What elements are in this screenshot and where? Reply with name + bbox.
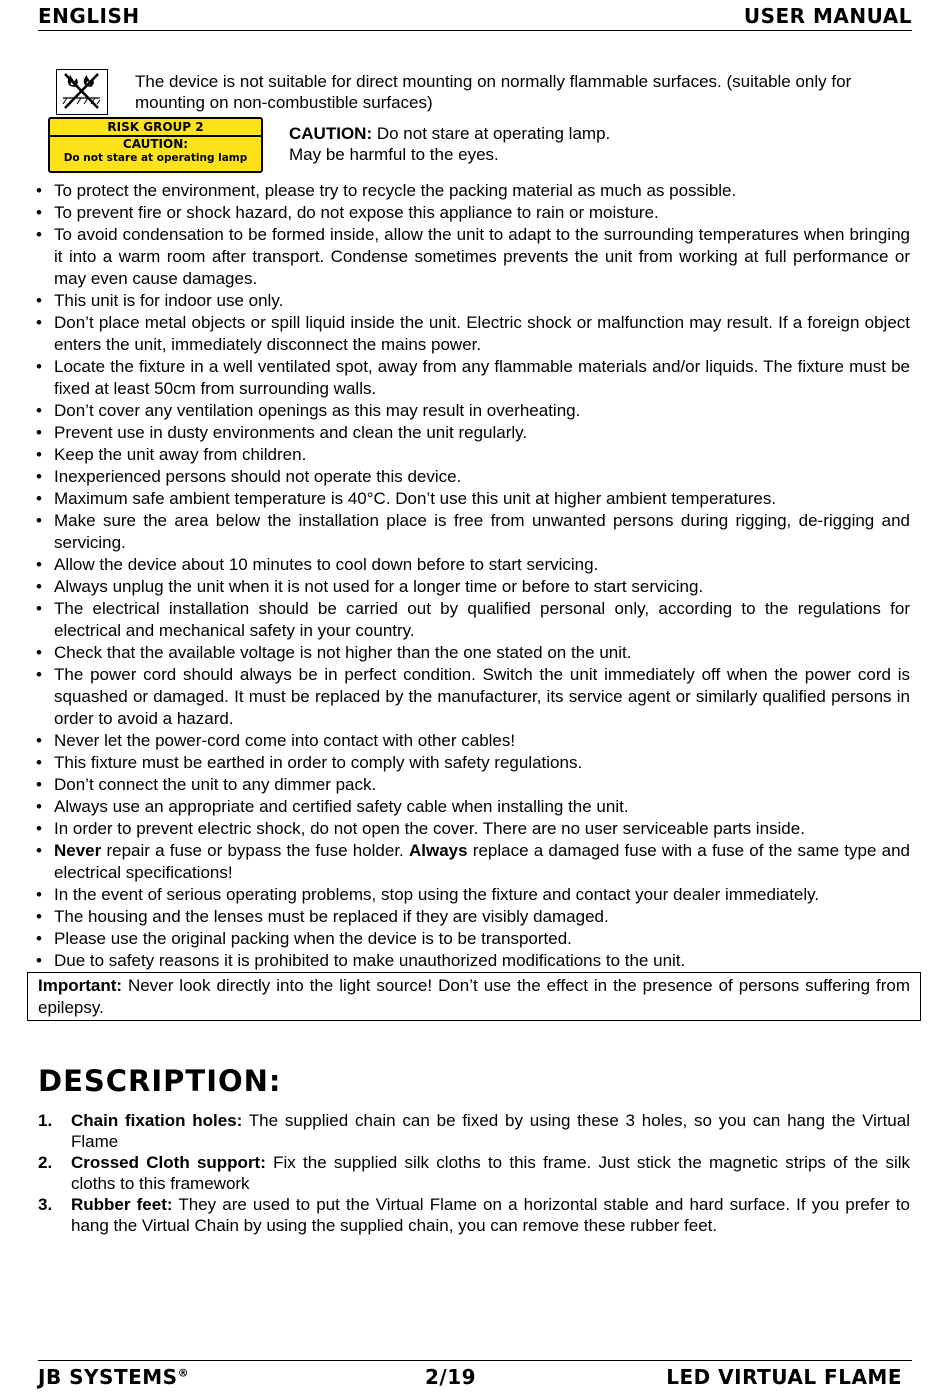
list-item: • Please use the original packing when the device is to be transported. [36,929,572,948]
list-item: • Locate the fixture in a well ventilated spot, away from any flammable materials and/or liquids. The fixture must be fixed at least 50cm from surrounding walls. [36,357,910,398]
list-item: • Inexperienced persons should not operate this device. [36,467,462,486]
description-item: 2. Crossed Cloth support: Fix the supplied silk cloths to this frame. Just stick the magnetic strips of the silk cloths to this framework [38,1153,910,1193]
list-item: • Check that the available voltage is not higher than the one stated on the unit. [36,643,632,662]
list-item: • In order to prevent electric shock, do not open the cover. There are no user serviceable parts inside. [36,819,805,838]
risk-group-label [48,117,263,173]
list-item: • This fixture must be earthed in order to comply with safety regulations. [36,753,583,772]
description-list [38,1110,910,1236]
header-language: ENGLISH [38,4,140,28]
list-item: • Don’t connect the unit to any dimmer pack. [36,775,377,794]
list-item: • Always unplug the unit when it is not used for a longer time or before to start servicing. [36,577,704,596]
description-item: 3. Rubber feet: They are used to put the Virtual Flame on a horizontal stable and hard surface. If you prefer to hang the Virtual Chain by using the supplied chain, you can remove these rubber feet. [38,1195,910,1235]
footer-product-name: LED VIRTUAL FLAME [666,1365,902,1389]
list-item: • To protect the environment, please try to recycle the packing material as much as possible. [36,181,737,200]
list-item-fuse: • Never repair a fuse or bypass the fuse holder. Always replace a damaged fuse with a fuse of the same type and electrical specifications! [36,841,911,882]
list-item: • This unit is for indoor use only. [36,291,284,310]
list-item: • To prevent fire or shock hazard, do not expose this appliance to rain or moisture. [36,203,659,222]
risk-group-text: RISK GROUP 2 [50,119,261,137]
list-item: • Maximum safe ambient temperature is 40°C. Don’t use this unit at higher ambient temperatures. [36,489,777,508]
safety-instructions-list [36,180,910,972]
list-item: • Make sure the area below the installation place is free from unwanted persons during rigging, de-rigging and servicing. [36,511,910,552]
list-item: • Keep the unit away from children. [36,445,307,464]
caution-line-2: May be harmful to the eyes. [289,145,499,164]
caution-text: Do not stare at operating lamp. [372,124,611,143]
description-heading: DESCRIPTION: [38,1064,282,1098]
list-item: • Always use an appropriate and certified safety cable when installing the unit. [36,797,629,816]
page-footer [38,1360,912,1393]
header-manual-title: USER MANUAL [743,4,912,28]
list-item: • Due to safety reasons it is prohibited to make unauthorized modifications to the unit. [36,951,686,970]
list-item: • Don’t cover any ventilation openings as this may result in overheating. [36,401,581,420]
list-item: • The housing and the lenses must be replaced if they are visibly damaged. [36,907,609,926]
list-item: • To avoid condensation to be formed inside, allow the unit to adapt to the surrounding temperatures when bringing it into a warm room after transport. Condense sometimes prevents the unit from working at full performance or may even cause damages. [36,225,910,288]
important-text: Never look directly into the light source! Don’t use the effect in the presence of persons suffering from epilepsy. [38,976,910,1017]
caution-note [289,123,789,165]
page-header [38,3,912,31]
important-label: Important: [38,976,123,995]
list-item: • The power cord should always be in perfect condition. Switch the unit immediately off when the power cord is squashed or damaged. It must be replaced by the manufacturer, its service agent or similarly qualified persons in order to avoid a hazard. [36,665,910,728]
no-flammable-surface-icon [56,69,108,115]
list-item: • In the event of serious operating problems, stop using the fixture and contact your dealer immediately. [36,885,820,904]
important-notice [27,972,921,1021]
list-item: • Don’t place metal objects or spill liquid inside the unit. Electric shock or malfunction may result. If a foreign object enters the unit, immediately disconnect the mains power. [36,313,910,354]
caution-label: CAUTION: [289,124,373,143]
footer-page-number: 2/19 [425,1365,477,1389]
risk-caution-text: CAUTION: [122,137,189,151]
footer-brand: JB SYSTEMS® [38,1365,190,1389]
description-item: 1. Chain fixation holes: The supplied chain can be fixed by using these 3 holes, so you can hang the Virtual Flame [38,1111,910,1151]
list-item: • Never let the power-cord come into contact with other cables! [36,731,516,750]
risk-warning-text: Do not stare at operating lamp [63,152,248,164]
flammable-surface-note: The device is not suitable for direct mounting on normally flammable surfaces. (suitable only for mounting on non-combustible surfaces) [135,72,852,112]
list-item: • Prevent use in dusty environments and clean the unit regularly. [36,423,528,442]
list-item: • Allow the device about 10 minutes to cool down before to start servicing. [36,555,599,574]
list-item: • The electrical installation should be carried out by qualified personal only, according to the regulations for electrical and mechanical safety in your country. [36,599,910,640]
